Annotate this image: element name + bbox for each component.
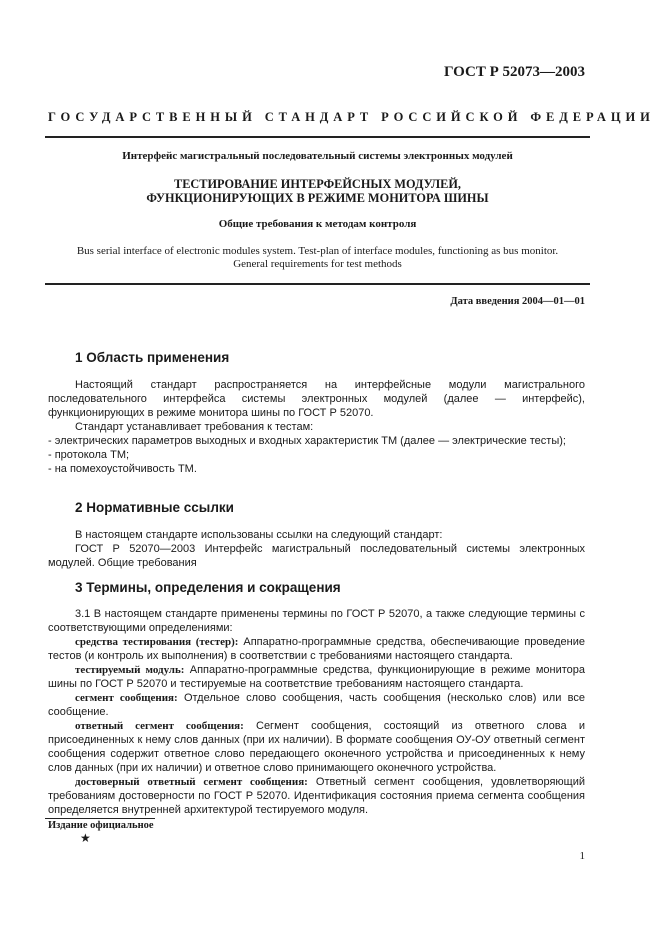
definition-module-under-test-text: Аппаратно-программные средства, функционирующие в режиме монитора шины по ГОСТ Р 52070 и тестируемые на соответствие требованиям настоящего стандарта. xyxy=(48,664,585,690)
title-line-1: ТЕСТИРОВАНИЕ ИНТЕРФЕЙСНЫХ МОДУЛЕЙ, xyxy=(174,177,461,191)
term-message-segment: сегмент сообщения: xyxy=(75,692,178,704)
section-3-heading: 3 Термины, определения и сокращения xyxy=(75,580,341,595)
term-tester: средства тестирования (тестер): xyxy=(75,636,239,648)
page-number: 1 xyxy=(579,850,585,862)
english-title xyxy=(45,245,590,271)
definition-tester xyxy=(48,635,585,663)
state-standard-heading: ГОСУДАРСТВЕННЫЙ СТАНДАРТ РОССИЙСКОЙ ФЕДЕРАЦИИ xyxy=(48,110,655,124)
definition-valid-response-segment xyxy=(48,775,585,817)
term-module-under-test: тестируемый модуль: xyxy=(75,664,185,676)
definition-valid-response-segment-text: Ответный сегмент сообщения, удовлетворяющий требованиям достоверности по ГОСТ Р 52070. Идентификация состояния приема сегмента сообщения определяется внутренней архитектурой тестируемого модуля. xyxy=(48,776,585,816)
section-1-list-item-2: - протокола ТМ; xyxy=(48,449,130,461)
top-divider xyxy=(45,136,590,138)
standard-subject: Интерфейс магистральный последовательный системы электронных модулей xyxy=(122,150,513,162)
middle-divider xyxy=(45,283,590,285)
english-title-line-1: Bus serial interface of electronic modules system. Test-plan of interface modules, functioning as bus monitor. xyxy=(76,245,559,257)
section-3-body xyxy=(48,607,585,817)
section-1-list-item-1: - электрических параметров выходных и входных характеристик ТМ (далее — электрические тесты); xyxy=(48,435,566,447)
section-1-list-item-3: - на помехоустойчивость ТМ. xyxy=(48,463,197,475)
definition-message-segment-text: Отдельное слово сообщения, часть сообщения (несколько слов) или все сообщение. xyxy=(48,692,585,718)
term-response-segment: ответный сегмент сообщения: xyxy=(75,720,244,732)
section-2-reference: ГОСТ Р 52070—2003 Интерфейс магистральный последовательный системы электронных модулей. Общие требования xyxy=(48,543,585,569)
definition-module-under-test xyxy=(48,663,585,691)
section-1-paragraph-2: Стандарт устанавливает требования к тестам: xyxy=(75,421,314,433)
title-line-2: ФУНКЦИОНИРУЮЩИХ В РЕЖИМЕ МОНИТОРА ШИНЫ xyxy=(146,191,489,205)
definition-message-segment xyxy=(48,691,585,719)
star-icon: ★ xyxy=(80,831,91,845)
section-2-paragraph-1: В настоящем стандарте использованы ссылки на следующий стандарт: xyxy=(75,529,443,541)
section-1-heading: 1 Область применения xyxy=(75,350,230,365)
definition-tester-text: Аппаратно-программные средства, обеспечивающие проведение тестов (и контроль их выполнения) в соответствии с требованиями настоящего стандарта. xyxy=(48,636,585,662)
english-title-line-2: General requirements for test methods xyxy=(233,258,402,270)
standard-subtitle: Общие требования к методам контроля xyxy=(218,218,417,230)
section-1-body xyxy=(48,378,585,476)
section-1-paragraph-1: Настоящий стандарт распространяется на интерфейсные модули магистрального последовательного интерфейса системы электронных модулей (далее — интерфейс), функционирующих в режиме монитора шины по ГОСТ Р 52070. xyxy=(48,379,585,419)
section-3-paragraph-1: 3.1 В настоящем стандарте применены термины по ГОСТ Р 52070, а также следующие термины с соответствующими определениями: xyxy=(48,608,585,634)
definition-response-segment-text: Сегмент сообщения, состоящий из ответного слова и присоединенных к нему слов данных (при их наличии). В формате сообщения ОУ-ОУ ответный сегмент сообщения содержит ответное слово передающего оконечного устройства и присоединенных к нему слов данных (при их наличии) и ответное слово принимающего оконечного устройства. xyxy=(48,720,585,774)
definition-response-segment xyxy=(48,719,585,775)
section-2-heading: 2 Нормативные ссылки xyxy=(75,500,234,515)
term-valid-response-segment: достоверный ответный сегмент сообщения: xyxy=(75,776,308,788)
standard-title xyxy=(45,177,590,205)
official-edition-label: Издание официальное xyxy=(48,820,154,831)
section-2-body xyxy=(48,528,585,570)
footer-divider xyxy=(45,818,155,819)
introduction-date: Дата введения 2004—01—01 xyxy=(450,296,585,307)
document-number: ГОСТ Р 52073—2003 xyxy=(443,64,585,80)
